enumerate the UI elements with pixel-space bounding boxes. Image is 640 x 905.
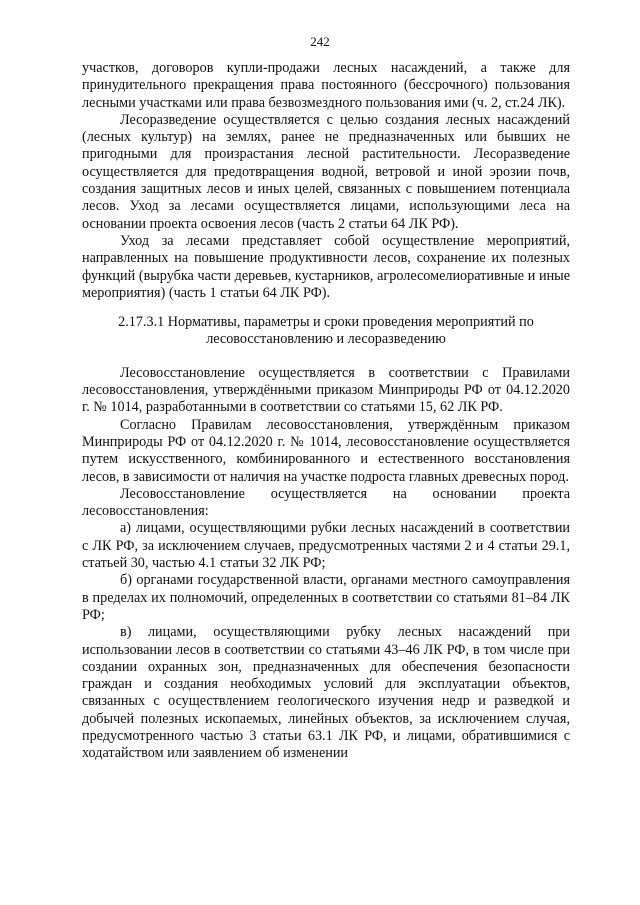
paragraph-reforestation-basis: Лесовосстановление осуществляется на основании проекта лесовосстановления: xyxy=(82,485,570,520)
page-number: 242 xyxy=(310,34,330,49)
paragraph-reforestation-rules: Лесовосстановление осуществляется в соответствии с Правилами лесовосстановления, утверждёнными приказом Минприроды РФ от 04.12.2020 г. № 1014, разработанными в соответствии со статьями 15, 62 ЛК РФ. xyxy=(82,364,570,416)
list-item-b: б) органами государственной власти, органами местного самоуправления в пределах их полномочий, определенных в соответствии со статьями 81–84 ЛК РФ; xyxy=(82,572,570,623)
paragraph-forest-care: Уход за лесами представляет собой осуществление мероприятий, направленных на повышение продуктивности лесов, сохранение их полезных функций (вырубка части деревьев, кустарников, агролесомелиоративные и иные мероприятия) (часть 1 статьи 64 ЛК РФ). xyxy=(82,232,570,301)
page-content xyxy=(82,60,570,763)
list-item-v: в) лицами, осуществляющими рубку лесных насаждений при использовании лесов в соответствии со статьями 43–46 ЛК РФ, в том числе при создании охранных зон, предназначенных для обеспечения безопасности граждан и создания необходимых условий для эксплуатации объектов, связанных с осуществлением геологического изучения недр и разведкой и добычей полезных ископаемых, линейных объектов, за исключением случая, предусмотренного частью 3 статьи 63.1 ЛК РФ, и лицами, обратившимися с ходатайством или заявлением об изменении xyxy=(82,624,570,762)
paragraph-reforestation-methods: Согласно Правилам лесовосстановления, утверждённым приказом Минприроды РФ от 04.12.2020 г. № 1014, лесовосстановление осуществляется путем искусственного, комбинированного и естественного восстановления лесов, в зависимости от наличия на участке подроста главных древесных пород. xyxy=(82,416,570,485)
paragraph-continuation: участков, договоров купли-продажи лесных насаждений, а также для принудительного прекращения права постоянного (бессрочного) пользования лесными участками или права безвозмездного пользования ими (ч. 2, ст.24 ЛК). xyxy=(82,60,570,111)
paragraph-afforestation: Лесоразведение осуществляется с целью создания лесных насаждений (лесных культур) на землях, ранее не предназначенных или бывших не пригодными для произрастания лесной растительности. Лесоразведение осуществляется для предотвращения водной, ветровой и иной эрозии почв, создания защитных лесов и иных целей, связанных с повышением потенциала лесов. Уход за лесами осуществляется лицами, использующими леса на основании проекта освоения лесов (часть 2 статьи 64 ЛК РФ). xyxy=(82,111,570,232)
list-item-a: а) лицами, осуществляющими рубки лесных насаждений в соответствии с ЛК РФ, за исключением случаев, предусмотренных частями 2 и 4 статьи 29.1, статьей 30, частью 4.1 статьи 32 ЛК РФ; xyxy=(82,520,570,572)
section-heading: 2.17.3.1 Нормативы, параметры и сроки проведения мероприятий по лесовосстановлению и лесоразведению xyxy=(118,314,534,348)
